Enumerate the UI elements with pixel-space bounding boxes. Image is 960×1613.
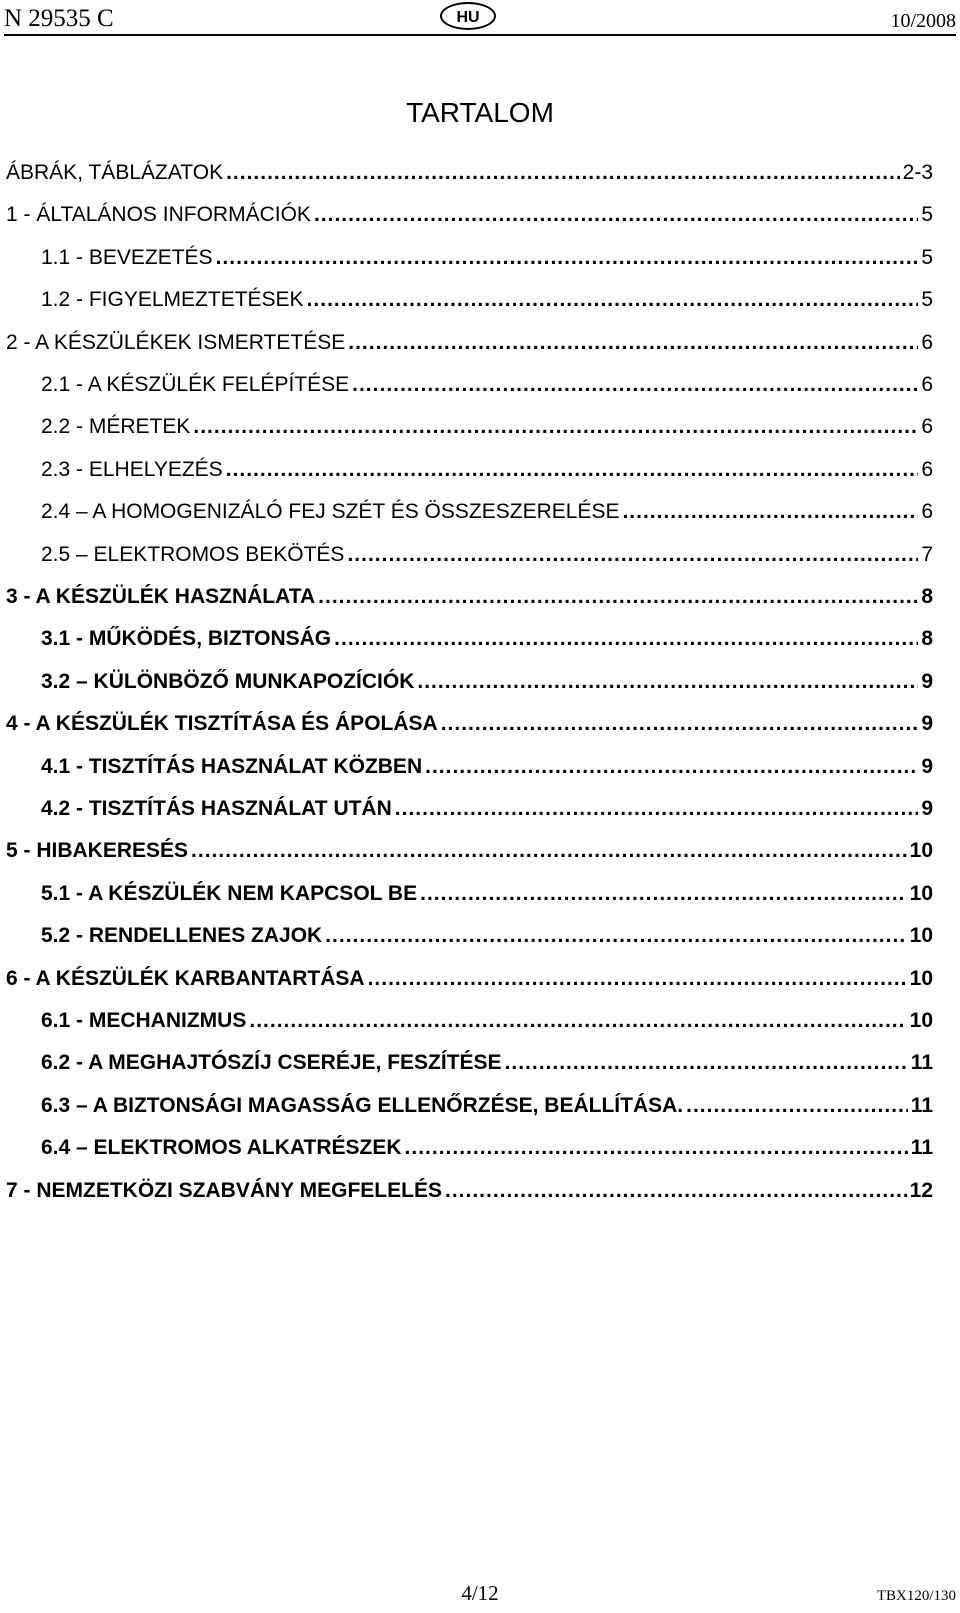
toc-entry-page: 6 (921, 330, 933, 354)
toc-entry (41, 412, 933, 442)
toc-entry-page: 11 (910, 1051, 933, 1075)
toc-entry (41, 370, 933, 400)
toc-leader-dots (405, 1133, 908, 1163)
toc-entry-label: 2 - A KÉSZÜLÉKEK ISMERTETÉSE (6, 330, 346, 354)
toc-entry-label: 2.1 - A KÉSZÜLÉK FELÉPÍTÉSE (41, 373, 350, 396)
toc-entry (41, 794, 933, 824)
toc-entry-page: 11 (910, 1093, 933, 1117)
toc-leader-dots (226, 455, 919, 485)
toc-entry (41, 1006, 933, 1036)
toc-entry (41, 752, 933, 782)
toc-entry (41, 243, 933, 273)
toc-leader-dots (193, 412, 918, 442)
toc-entry-label: 2.5 – ELEKTROMOS BEKÖTÉS (41, 542, 345, 566)
toc-leader-dots (445, 1176, 907, 1206)
toc-leader-dots (441, 709, 919, 739)
toc-entry-page: 9 (921, 712, 933, 736)
toc-entry-label: 5.2 - RENDELLENES ZAJOK (41, 924, 323, 948)
toc-entry-page: 5 (921, 245, 933, 269)
toc-entry-label: 2.3 - ELHELYEZÉS (41, 457, 223, 481)
toc-entry (41, 1091, 933, 1121)
toc-entry (6, 836, 933, 866)
toc-entry (6, 1176, 933, 1206)
toc-entry-page: 10 (909, 966, 933, 990)
toc-entry-page: 2-3 (902, 161, 933, 184)
toc-entry-page: 5 (921, 288, 933, 312)
toc-title: TARTALOM (406, 97, 554, 128)
toc-entry (41, 879, 933, 909)
toc-leader-dots (216, 243, 919, 273)
toc-entry (6, 158, 933, 188)
toc-leader-dots (307, 285, 919, 315)
toc-entry (6, 964, 933, 994)
toc-entry (6, 709, 933, 739)
toc-entry-page: 10 (909, 1009, 933, 1032)
toc-entry-label: 1.2 - FIGYELMEZTETÉSEK (41, 288, 304, 312)
document-date: 10/2008 (890, 10, 956, 32)
toc-leader-dots (314, 200, 918, 230)
toc-entry-label: 4.1 - TISZTÍTÁS HASZNÁLAT KÖZBEN (41, 754, 423, 778)
toc-leader-dots (368, 964, 907, 994)
toc-entry-page: 6 (921, 500, 933, 524)
toc-entry (6, 582, 933, 612)
toc-entry-label: 3.1 - MŰKÖDÉS, BIZTONSÁG (41, 627, 332, 651)
toc-entry-page: 9 (921, 669, 933, 693)
toc-entry (41, 1133, 933, 1163)
toc-leader-dots (686, 1091, 908, 1121)
toc-entry-page: 7 (921, 542, 933, 566)
toc-leader-dots (425, 752, 918, 782)
toc-entry-label: 6.1 - MECHANIZMUS (41, 1009, 247, 1032)
toc-leader-dots (395, 794, 919, 824)
toc-entry (41, 540, 933, 570)
toc-entry-page: 6 (921, 457, 933, 481)
toc-entry (41, 921, 933, 951)
toc-leader-dots (420, 879, 907, 909)
toc-leader-dots (417, 667, 918, 697)
toc-entry-label: 2.2 - MÉRETEK (41, 415, 191, 439)
toc-entry-label: 1 - ÁLTALÁNOS INFORMÁCIÓK (6, 203, 311, 227)
toc-leader-dots (347, 540, 918, 570)
toc-entry-page: 9 (921, 754, 933, 778)
toc-leader-dots (348, 328, 918, 358)
model-code: TBX120/130 (876, 1588, 956, 1604)
toc-entry (41, 285, 933, 315)
toc-entry-page: 6 (921, 373, 933, 396)
toc-leader-dots (226, 158, 900, 188)
toc-entry-page: 6 (921, 415, 933, 439)
toc-entry-page: 11 (910, 1136, 933, 1160)
toc-entry-label: 6.2 - A MEGHAJTÓSZÍJ CSERÉJE, FESZÍTÉSE (41, 1051, 502, 1075)
toc-entry-label: ÁBRÁK, TÁBLÁZATOK (6, 161, 224, 184)
toc-entry-label: 2.4 – A HOMOGENIZÁLÓ FEJ SZÉT ÉS ÖSSZESZERELÉSE (41, 500, 620, 524)
toc-entry-label: 7 - NEMZETKÖZI SZABVÁNY MEGFELELÉS (6, 1178, 442, 1202)
toc-entry-label: 6.3 – A BIZTONSÁGI MAGASSÁG ELLENŐRZÉSE, BEÁLLÍTÁSA. (41, 1093, 684, 1117)
toc-entry (6, 328, 933, 358)
toc-entry-page: 9 (921, 797, 933, 820)
page-number: 4/12 (461, 1581, 499, 1605)
toc-entry-page: 10 (909, 924, 933, 948)
toc-entry (6, 200, 933, 230)
toc-entry (41, 624, 933, 654)
toc-leader-dots (334, 624, 918, 654)
toc-entry-label: 1.1 - BEVEZETÉS (41, 245, 213, 269)
toc-leader-dots (505, 1048, 908, 1078)
toc-entry-page: 5 (921, 203, 933, 227)
language-logo-icon: HU (440, 2, 496, 30)
toc-entry-label: 3.2 – KÜLÖNBÖZŐ MUNKAPOZÍCIÓK (41, 669, 415, 693)
toc-leader-dots (325, 921, 906, 951)
toc-entry-page: 12 (909, 1178, 933, 1202)
toc-leader-dots (318, 582, 918, 612)
toc-entry-page: 8 (921, 627, 933, 651)
toc-entry-label: 5.1 - A KÉSZÜLÉK NEM KAPCSOL BE (41, 881, 418, 905)
toc-entry-label: 6.4 – ELEKTROMOS ALKATRÉSZEK (41, 1136, 402, 1160)
toc-entry (41, 455, 933, 485)
toc-entry (41, 497, 933, 527)
toc-entry-label: 4 - A KÉSZÜLÉK TISZTÍTÁSA ÉS ÁPOLÁSA (6, 712, 438, 736)
toc-entry-label: 3 - A KÉSZÜLÉK HASZNÁLATA (6, 585, 316, 608)
toc-entry (41, 667, 933, 697)
toc-entry (41, 1048, 933, 1078)
toc-entry-label: 4.2 - TISZTÍTÁS HASZNÁLAT UTÁN (41, 797, 392, 820)
toc-leader-dots (191, 836, 907, 866)
toc-entry-label: 5 - HIBAKERESÉS (6, 839, 189, 863)
toc-entry-page: 8 (921, 585, 933, 608)
toc-entry-page: 10 (909, 839, 933, 863)
toc-entry-page: 10 (909, 881, 933, 905)
document-number: N 29535 C (4, 5, 114, 32)
header-divider (4, 34, 956, 36)
toc-leader-dots (249, 1006, 906, 1036)
toc-leader-dots (622, 497, 918, 527)
toc-entry-label: 6 - A KÉSZÜLÉK KARBANTARTÁSA (6, 966, 365, 990)
toc-leader-dots (352, 370, 918, 400)
